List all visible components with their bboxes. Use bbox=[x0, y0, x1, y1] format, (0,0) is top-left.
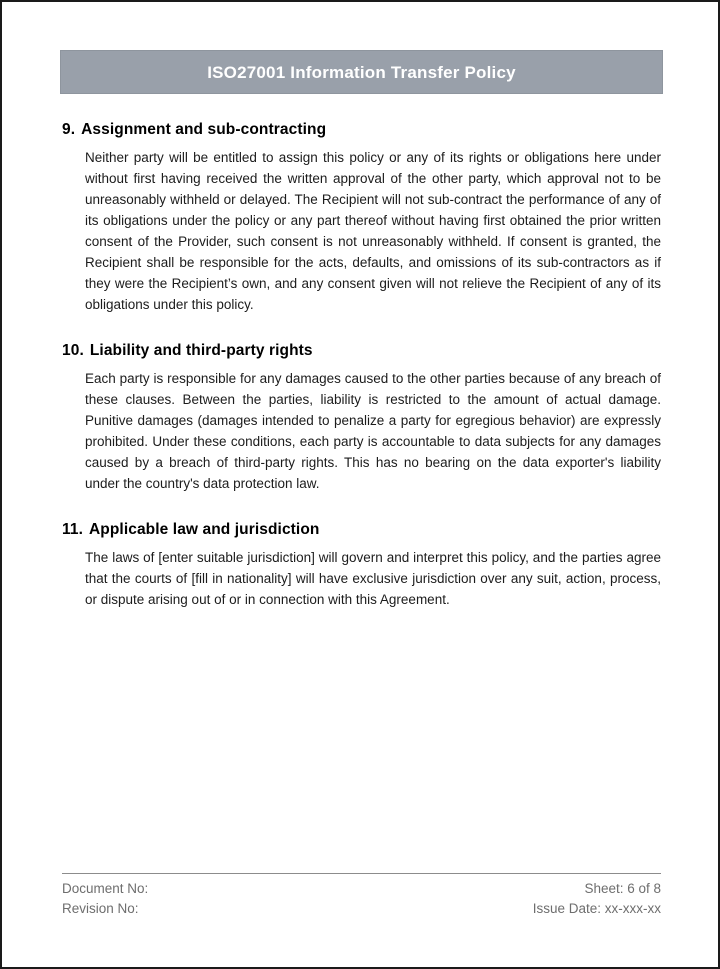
document-title-banner: ISO27001 Information Transfer Policy bbox=[60, 50, 663, 94]
page-footer bbox=[62, 873, 661, 919]
section-body: The laws of [enter suitable jurisdiction] will govern and interpret this policy, and the parties agree that the courts of [fill in nationality] will have exclusive jurisdiction over any suit, action, process, or dispute arising out of or in connection with this Agreement. bbox=[85, 550, 661, 607]
section-number: 11. bbox=[62, 521, 83, 538]
sheet-label: Sheet: 6 of 8 bbox=[584, 881, 661, 896]
section-applicable-law bbox=[62, 520, 661, 610]
section-heading bbox=[62, 120, 661, 140]
section-body: Each party is responsible for any damages caused to the other parties because of any breach of these clauses. Between the parties, liability is restricted to the amount of actual damage. Punitive damages (damages intended to penalize a party for egregious behavior) are expressly prohibited. Under these conditions, each party is accountable to data subjects for any damages caused by a breach of third-party rights. This has no bearing on the data exporter's liability under the country's data protection law. bbox=[85, 371, 661, 491]
footer-left-column bbox=[62, 879, 148, 919]
section-liability bbox=[62, 341, 661, 494]
section-title: Liability and third-party rights bbox=[89, 342, 313, 359]
document-no-label: Document No: bbox=[62, 881, 149, 896]
document-content bbox=[62, 120, 661, 610]
section-body: Neither party will be entitled to assign this policy or any of its rights or obligations here under without first having received the written approval of the other party, which approval not to be unreasonably withheld or delayed. The Recipient will not sub-contract the performance of any of its obligations under the policy or any part thereof without having first obtained the prior written consent of the Provider, such consent is not unreasonably withheld. If consent is granted, the Recipient shall be responsible for the acts, defaults, and omissions of its sub-contractors as if they were the Recipient’s own, and any consent given will not relieve the Recipient of any of its obligations under this policy. bbox=[85, 150, 661, 312]
section-number: 9. bbox=[62, 121, 76, 138]
revision-no-label: Revision No: bbox=[62, 901, 139, 916]
section-heading bbox=[62, 520, 661, 540]
section-assignment bbox=[62, 120, 661, 315]
issue-date-label: Issue Date: xx-xxx-xx bbox=[532, 901, 661, 916]
section-title: Applicable law and jurisdiction bbox=[89, 521, 320, 538]
section-heading bbox=[62, 341, 661, 361]
section-number: 10. bbox=[62, 342, 84, 359]
section-title: Assignment and sub-contracting bbox=[81, 121, 327, 138]
footer-right-column bbox=[533, 879, 661, 919]
